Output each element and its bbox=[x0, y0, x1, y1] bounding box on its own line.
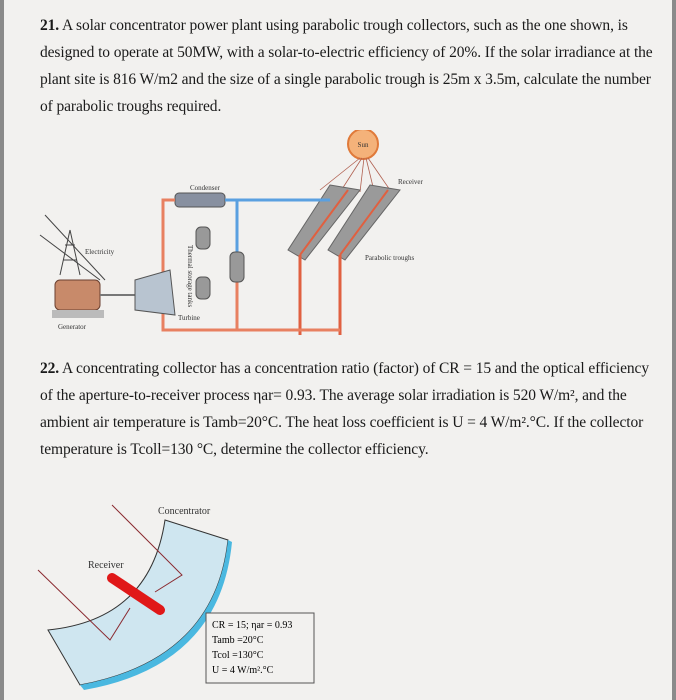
question-text: A concentrating collector has a concentration ratio (factor) of CR = 15 and the optical efficiency of the aperture-to-receiver process ηar= 0.93. The average solar irradiation is 520 W/m², and the ambient air temperature is Tamb=20°C. The heat loss coefficient is U = 4 W/m².°C. If the collector temperature is Tcoll=130 °C, determine the collector efficiency. bbox=[40, 360, 649, 458]
question-number: 22. bbox=[40, 360, 60, 377]
receiver-label: Receiver bbox=[398, 178, 423, 186]
thermal-storage-tanks bbox=[186, 227, 244, 307]
question-22 bbox=[40, 355, 660, 463]
storage-label: Thermal storage tanks bbox=[186, 245, 194, 308]
param-tcol: Tcol =130°C bbox=[212, 650, 264, 661]
right-edge bbox=[672, 0, 676, 700]
electricity-label: Electricity bbox=[85, 248, 115, 256]
question-text: A solar concentrator power plant using parabolic trough collectors, such as the one shown, is designed to operate at 50MW, with a solar-to-electric efficiency of 20%. If the solar irradiance at the plant site is 816 W/m2 and the size of a single parabolic trough is 25m x 3.5m, calculate the number of parabolic troughs required. bbox=[40, 17, 653, 115]
solar-plant-diagram bbox=[30, 130, 430, 335]
transmission-tower-icon bbox=[40, 215, 115, 280]
turbine-label: Turbine bbox=[178, 314, 200, 322]
sun-icon bbox=[348, 130, 378, 159]
generator bbox=[52, 280, 104, 331]
param-tamb: Tamb =20°C bbox=[212, 635, 264, 646]
condenser bbox=[175, 184, 225, 207]
generator-label: Generator bbox=[58, 323, 86, 331]
condenser-label: Condenser bbox=[190, 184, 220, 192]
sun-label: Sun bbox=[357, 141, 369, 149]
troughs-label: Parabolic troughs bbox=[365, 254, 415, 262]
receiver-label: Receiver bbox=[88, 560, 124, 571]
param-cr: CR = 15; ηar = 0.93 bbox=[212, 620, 293, 631]
concentrator-diagram bbox=[0, 490, 340, 700]
parameter-box bbox=[206, 613, 314, 683]
parabolic-trough bbox=[288, 185, 360, 335]
concentrator-label: Concentrator bbox=[158, 506, 211, 517]
question-21 bbox=[40, 12, 660, 120]
param-u: U = 4 W/m².°C bbox=[212, 665, 274, 676]
question-number: 21. bbox=[40, 17, 60, 34]
